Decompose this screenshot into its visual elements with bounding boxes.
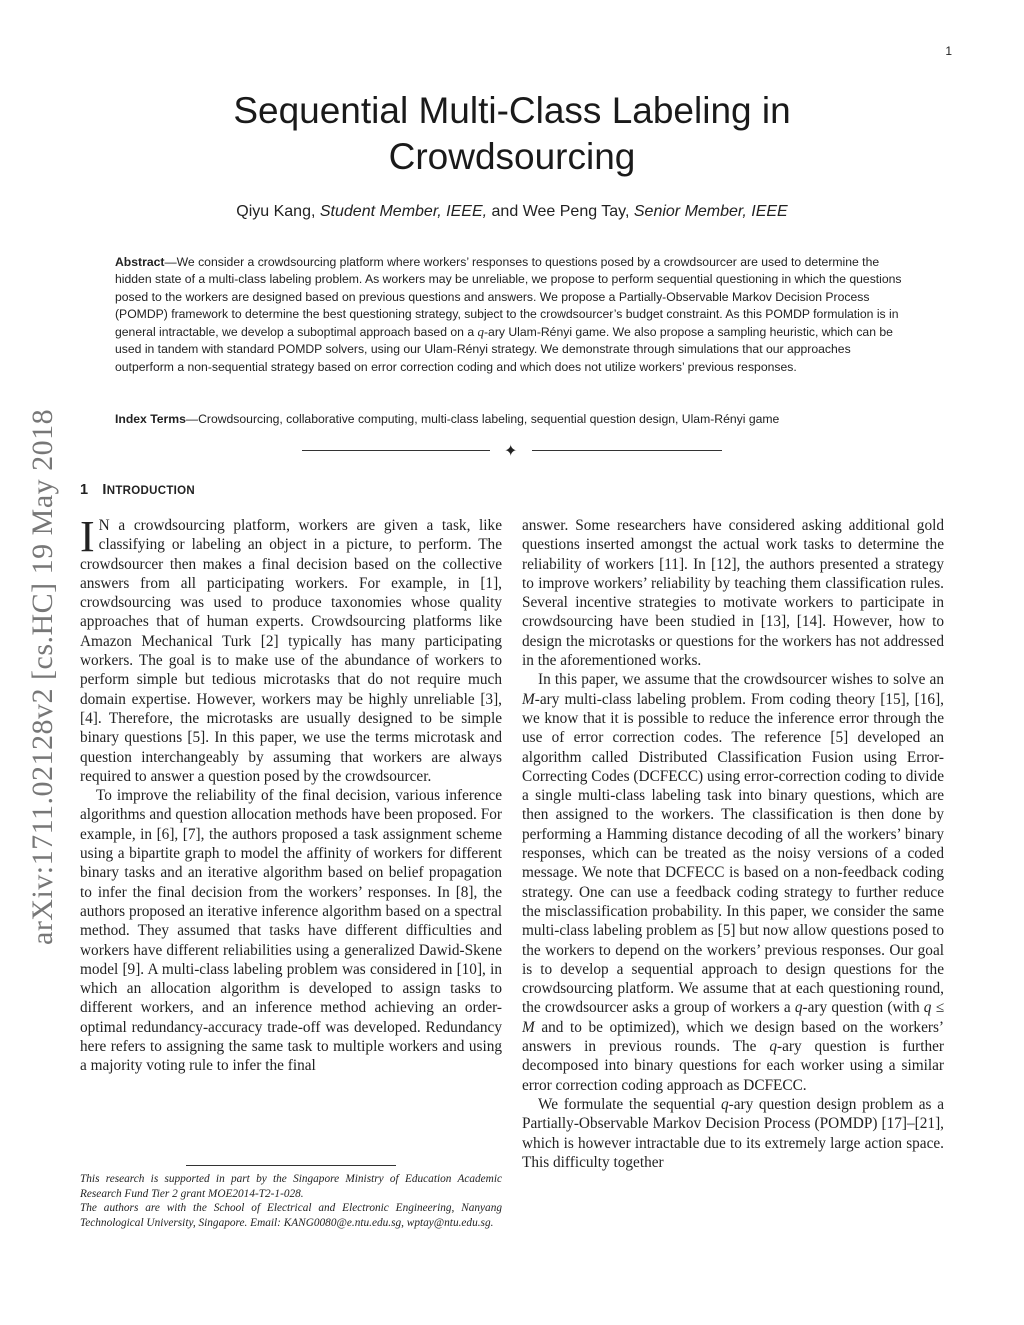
footnote-rule xyxy=(186,1165,396,1166)
abstract-label: Abstract xyxy=(115,255,165,269)
paper-title: Sequential Multi-Class Labeling in Crowdsourcing xyxy=(233,90,791,177)
author-2-role: Senior Member, IEEE xyxy=(633,203,788,220)
intro-paragraph-1 xyxy=(80,512,502,786)
p4-text-b: -ary multi-class labeling problem. From coding theory [15], [16], we know that it is possible to reduce the inference error through the use of error correction codes. The reference [5] developed an algorithm called Distributed Classification Fusion using Error-Correcting Codes (DCFECC) using error-correction coding to divide a single multi-class labeling task into binary questions, which are then assigned to the workers. The classification is then done by performing a Hamming distance decoding of all the workers’ binary responses, which can be treated as the noisy versions of a coded message. We note that DCFECC is based on a non-feedback coding strategy. One can use a feedback coding strategy to further reduce the misclassification probability. In this paper, we consider the same multi-class labeling problem as [5] but now allow questions posed to the workers to depend on the workers’ previous responses. Our goal is to develop a sequential approach to design questions for the crowdsourcing platform. We assume that at each questioning round, the crowdsourcer asks a group of workers a xyxy=(522,690,944,1017)
intro-paragraph-4 xyxy=(522,670,944,1095)
intro-paragraph-1-lead: N xyxy=(98,517,110,534)
p4-math-q1: q xyxy=(794,999,803,1017)
page-number: 1 xyxy=(945,44,952,58)
section-title-initial: I xyxy=(102,482,107,498)
drop-cap: I xyxy=(80,512,95,561)
p5-text-b: -ary question design problem as a Partially-Observable Markov Decision Process (POMDP) [17]–[21], which is however intractable due to its extremely large action space. This difficulty together xyxy=(522,1095,944,1171)
intro-paragraph-1-text: a crowdsourcing platform, workers are given a task, like classifying or labeling an object in a picture, to perform. The crowdsourcer then makes a final decision based on the collective answers from all participating workers. For example, in [1], crowdsourcing was used to produce taxonomies whose quality approaches that of human experts. Crowdsourcing platforms like Amazon Mechanical Turk [2] typically has many participating workers. The goal is to make use of the abundance of workers to perform simple but tedious microtasks that do not require much domain expertise. However, workers may be highly unreliable [3], [4]. Therefore, the microtasks are usually designed to be simple binary questions [5]. In this paper, we use the terms microtask and question interchangeably by assuming that workers are always required to answer a question posed by the crowdsourcer. xyxy=(80,517,502,785)
index-terms-text: —Crowdsourcing, collaborative computing, multi-class labeling, sequential question design, Ulam-Rényi game xyxy=(185,412,780,426)
author-2-name: Wee Peng Tay, xyxy=(522,203,630,220)
author-1-name: Qiyu Kang, xyxy=(236,203,316,220)
abstract-text-part2: -ary Ulam-Rényi game. We also propose a sampling heuristic, which can be used in tandem with standard POMDP solvers, using our Ulam-Rényi strategy. We demonstrate through simulations that our approaches outperform a non-sequential strategy based on error correction coding and which does not utilize workers’ previous responses. xyxy=(115,325,893,374)
intro-paragraph-2: To improve the reliability of the final decision, various inference algorithms and question allocation methods have been proposed. For example, in [6], [7], the authors proposed a task assignment scheme using a bipartite graph to model the affinity of workers for different binary tasks and an iterative algorithm based on belief propagation to infer the final decision from the workers’ responses. In [8], the authors proposed an iterative inference algorithm based on a spectral method. They assumed that tasks have different difficulties and workers have different reliabilities using a generalized Dawid-Skene model [9]. A multi-class labeling problem was considered in [10], in which an allocation algorithm is developed to assign tasks to different workers, and an inference method achieving an order-optimal redundancy-accuracy trade-off was developed. Redundancy here refers to assigning the same task to multiple workers and using a majority voting rule to infer the final xyxy=(80,787,502,1075)
left-column xyxy=(80,512,502,1076)
divider-diamond-icon: ✦ xyxy=(504,441,518,460)
section-number: 1 xyxy=(80,482,89,498)
abstract xyxy=(115,254,910,376)
author-1-role: Student Member, IEEE, xyxy=(319,203,488,220)
p4-text-a: In this paper, we assume that the crowdsourcer wishes to solve an xyxy=(538,671,944,689)
arxiv-identifier: arXiv:1711.02128v2 [cs.HC] 19 May 2018 xyxy=(26,408,59,945)
footnotes xyxy=(80,1172,502,1230)
abstract-text-part1: —We consider a crowdsourcing platform where workers’ responses to questions posed by a crowdsourcer are used to determine the hidden state of a multi-class labeling problem. As workers may be unreliable, we propose to perform sequential questioning in which the questions posed to the workers are designed based on previous questions and answers. We propose a Partially-Observable Markov Decision Process (POMDP) framework to determine the best questioning strategy, subject to the crowdsourcer’s budget constraint. As this POMDP formulation is in general intractable, we develop a suboptimal approach based on a xyxy=(115,255,902,340)
p4-text-c: -ary question (with xyxy=(802,999,924,1017)
right-column xyxy=(522,516,944,1172)
author-connector: and xyxy=(491,203,519,220)
author-line xyxy=(80,203,944,221)
p4-text-e: -ary question is further decomposed into binary questions for each worker using a similar error correction coding approach as DCFECC. xyxy=(522,1038,944,1094)
intro-paragraph-5 xyxy=(522,1095,944,1172)
section-title-rest: NTRODUCTION xyxy=(106,485,195,497)
p5-text-a: We formulate the sequential xyxy=(538,1095,721,1113)
p4-math-inequality: q ≤ M xyxy=(522,999,944,1036)
section-heading xyxy=(80,482,195,498)
intro-paragraph-3: answer. Some researchers have considered asking additional gold questions inserted amongst the actual work tasks to determine the reliability of workers [11]. In [12], the authors presented a strategy to improve workers’ reliability by teaching them classification rules. Several incentive strategies to motivate workers to participate in crowdsourcing have been studied in [13], [14]. However, how to design the microtasks or questions for the workers has not addressed in the aforementioned works. xyxy=(522,517,944,670)
footnote-funding: This research is supported in part by the Singapore Ministry of Education Academic Research Fund Tier 2 grant MOE2014-T2-1-028. xyxy=(80,1173,502,1200)
index-terms xyxy=(115,412,910,426)
section-divider xyxy=(302,441,722,460)
divider-rule-left xyxy=(302,450,490,451)
p5-math-q: q xyxy=(720,1095,729,1113)
divider-rule-right xyxy=(532,450,722,451)
index-terms-label: Index Terms xyxy=(115,412,186,426)
abstract-math-q: q xyxy=(477,324,484,340)
footnote-affiliation: The authors are with the School of Electrical and Electronic Engineering, Nanyang Technological University, Singapore. Email: KANG0080@e.ntu.edu.sg, wptay@ntu.edu.sg. xyxy=(80,1202,502,1229)
p4-text-d: and to be optimized), which we design based on the workers’ answers in previous rounds. The xyxy=(522,1018,944,1056)
p4-math-q2: q xyxy=(769,1038,777,1056)
p4-math-m: M xyxy=(522,690,535,708)
